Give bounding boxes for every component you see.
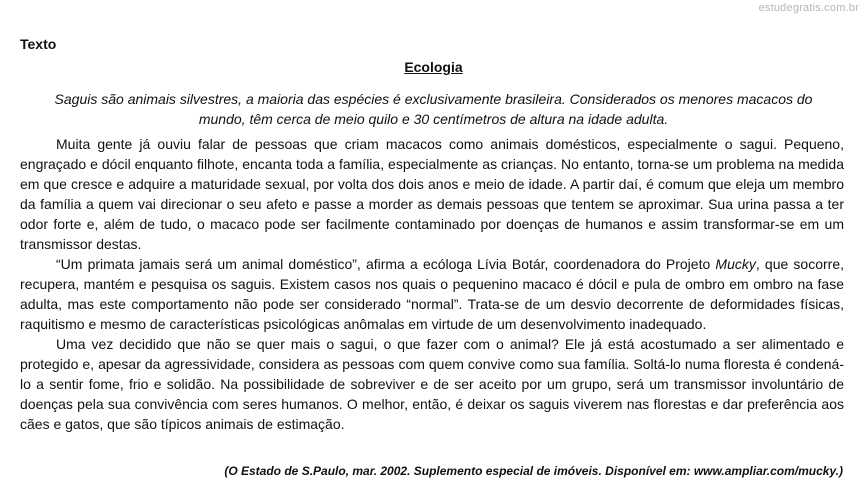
text-title: Ecologia xyxy=(404,59,463,75)
paragraph-1: Muita gente já ouviu falar de pessoas que criam macacos como animais domésticos, especialmente o sagui. Pequeno, engraçado e dócil enquanto filhote, encanta toda a família, especialmente as crianças. No entanto, torna-se um problema na medida em que cresce e adquire a maturidade sexual, por volta dos dois anos e meio de idade. A partir daí, é comum que eleja um membro da família a quem vai direcionar o seu afeto e passe a morder as demais pessoas que tentem se aproximar. Sua urina passa a ter odor forte e, além de tudo, o macaco pode ser facilmente contaminado por doenças de humanos e assim transformar-se em um transmissor destas. xyxy=(20,136,844,252)
article-body xyxy=(20,134,844,434)
paragraph-2 xyxy=(20,254,844,334)
paragraph-3: Uma vez decidido que não se quer mais o sagui, o que fazer com o animal? Ele já está acostumado a ser alimentado e protegido e, apesar da agressividade, considera as pessoas com quem convive como sua família. Soltá-lo numa floresta é condená-lo a sentir fome, frio e solidão. Na possibilidade de sobreviver e de ser aceito por um grupo, será um transmissor involuntário de doenças pela sua convivência com seres humanos. O melhor, então, é deixar os saguis viverem nas florestas e dar preferência aos cães e gatos, que são típicos animais de estimação. xyxy=(20,336,844,432)
paragraph-2-part-a: “Um primata jamais será um animal doméstico”, afirma a ecóloga Lívia Botár, coordenadora do Projeto xyxy=(56,256,716,272)
section-label: Texto xyxy=(20,36,57,52)
paragraph-2-part-b: , que socorre, recupera, mantém e pesquisa os saguis. Existem casos nos quais o pequenino macaco é dócil e pula de ombro em ombro na fase adulta, mas este comportamento não pode ser considerado “normal”. Trata-se de um desvio decorrente de deformidades físicas, raquitismo e mesmo de características psicológicas anômalas em virtude de um desenvolvimento inadequado. xyxy=(20,256,844,332)
source-citation: (O Estado de S.Paulo, mar. 2002. Suplemento especial de imóveis. Disponível em: www.ampliar.com/mucky.) xyxy=(224,464,843,478)
project-name: Mucky xyxy=(715,256,756,272)
watermark: estudegratis.com.br xyxy=(758,2,859,14)
text-subtitle: Saguis são animais silvestres, a maioria das espécies é exclusivamente brasileira. Considerados os menores macacos do mundo, têm cerca de meio quilo e 30 centímetros de altura na idade adulta. xyxy=(54,91,813,127)
